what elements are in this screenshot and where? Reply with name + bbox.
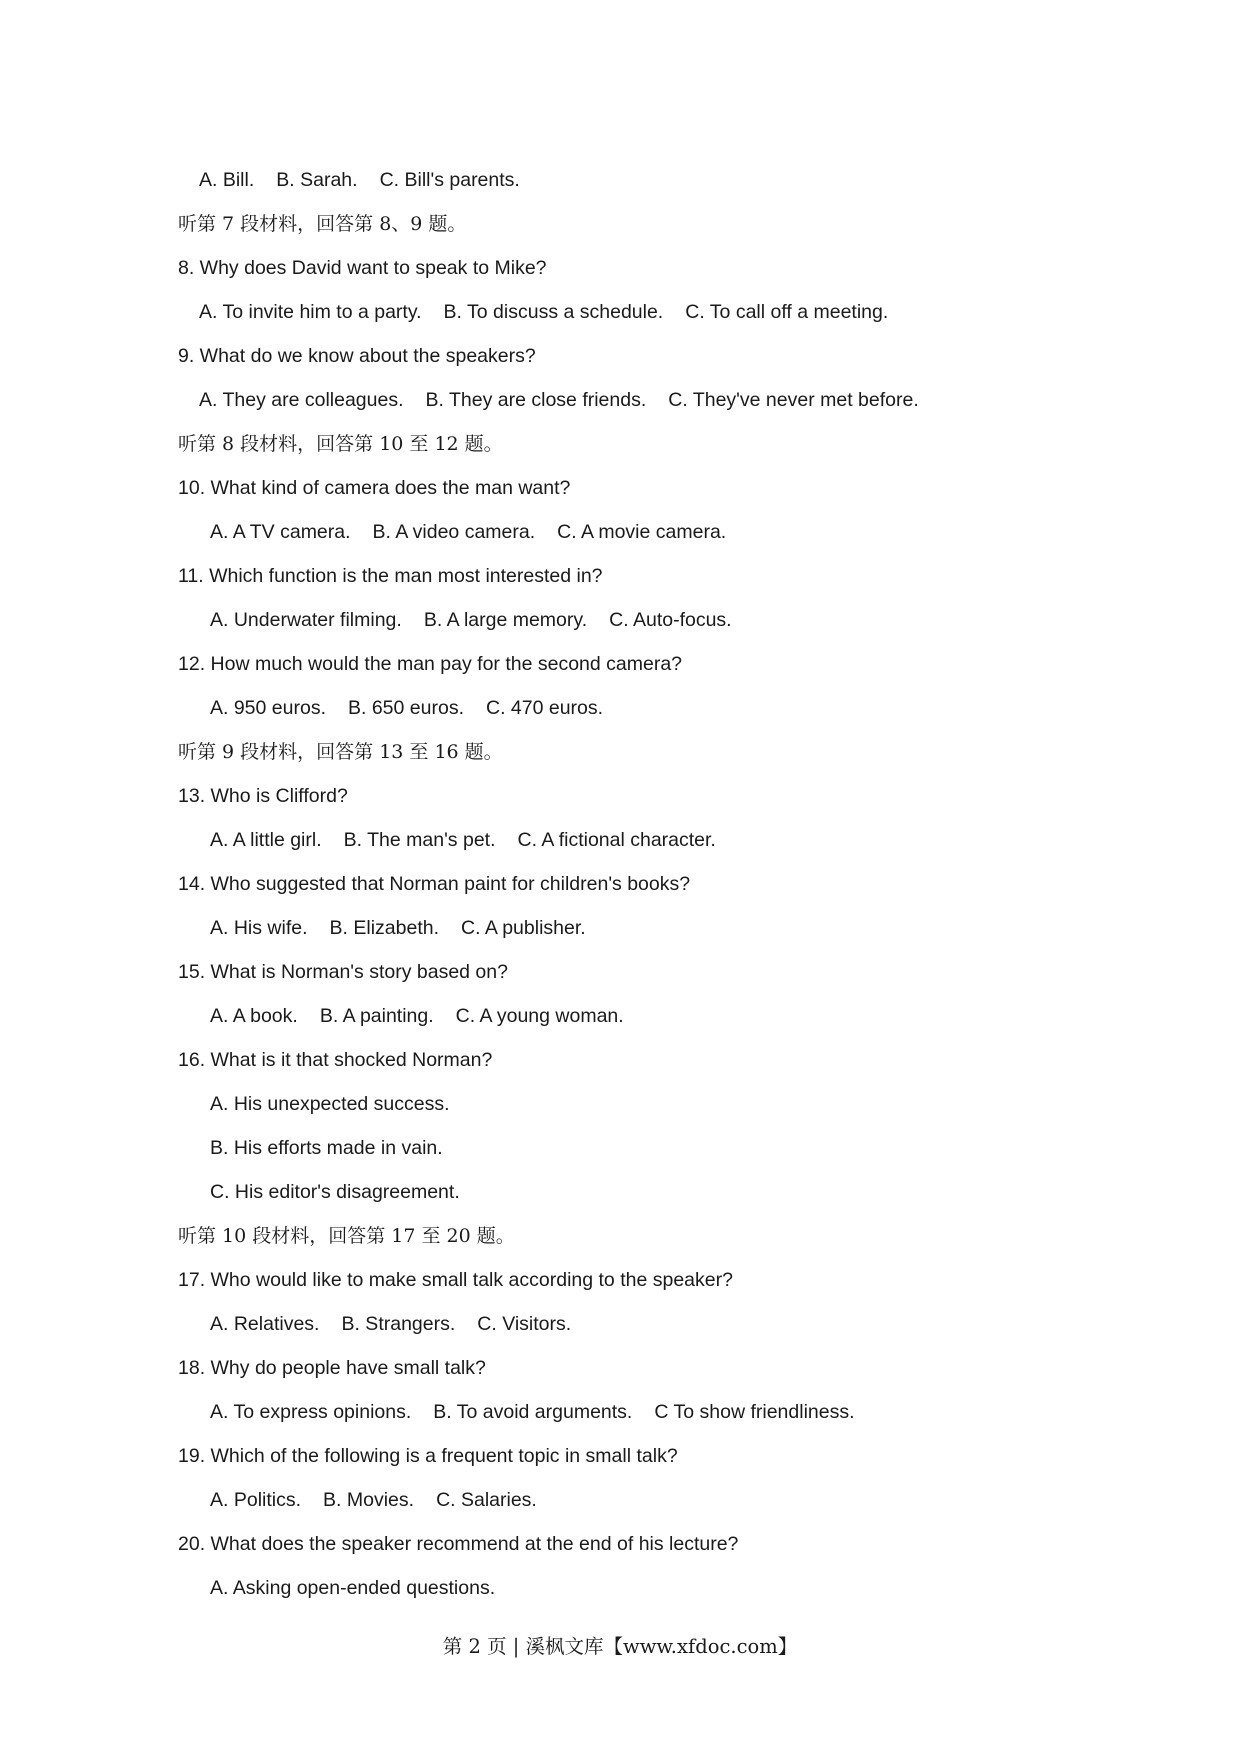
answer-option: A. Politics. xyxy=(210,1489,302,1511)
answer-option: B. A video camera. xyxy=(372,521,536,543)
question: 8. Why does David want to speak to Mike? xyxy=(178,257,547,279)
answer-options xyxy=(178,1082,1078,1126)
answer-options xyxy=(178,994,1078,1038)
answer-option: C. 470 euros. xyxy=(486,697,604,719)
answer-option: C. A movie camera. xyxy=(557,521,727,543)
question: 17. Who would like to make small talk according to the speaker? xyxy=(178,1269,733,1291)
answer-options xyxy=(178,906,1078,950)
question: 10. What kind of camera does the man want? xyxy=(178,477,571,499)
answer-options xyxy=(178,1170,1078,1214)
answer-option: C. A fictional character. xyxy=(517,829,716,851)
answer-option: A. 950 euros. xyxy=(210,697,326,719)
question: 19. Which of the following is a frequent topic in small talk? xyxy=(178,1445,678,1467)
question: 16. What is it that shocked Norman? xyxy=(178,1049,493,1071)
answer-options xyxy=(178,158,1078,202)
answer-option: A. To invite him to a party. xyxy=(199,301,422,323)
answer-option: B. Movies. xyxy=(323,1489,415,1511)
answer-option: A. A book. xyxy=(210,1005,298,1027)
answer-option: B. To avoid arguments. xyxy=(433,1401,633,1423)
answer-option: A. Underwater filming. xyxy=(210,609,402,631)
answer-option: A. They are colleagues. xyxy=(199,389,404,411)
answer-option: C. To call off a meeting. xyxy=(685,301,889,323)
question: 11. Which function is the man most interested in? xyxy=(178,565,603,587)
section-instruction: 听第 10 段材料，回答第 17 至 20 题。 xyxy=(178,1225,515,1247)
answer-options xyxy=(178,1302,1078,1346)
answer-options xyxy=(178,1390,1078,1434)
section-instruction: 听第 8 段材料，回答第 10 至 12 题。 xyxy=(178,433,503,455)
answer-options xyxy=(178,686,1078,730)
question: 15. What is Norman's story based on? xyxy=(178,961,508,983)
answer-options xyxy=(178,378,1078,422)
answer-option: C. Visitors. xyxy=(477,1313,572,1335)
answer-option: C. A publisher. xyxy=(461,917,586,939)
answer-option: A. A TV camera. xyxy=(210,521,351,543)
question: 20. What does the speaker recommend at the end of his lecture? xyxy=(178,1533,739,1555)
answer-option: C To show friendliness. xyxy=(654,1401,855,1423)
answer-option: A. Bill. xyxy=(199,169,255,191)
answer-option: A. A little girl. xyxy=(210,829,322,851)
answer-option: C. His editor's disagreement. xyxy=(210,1181,460,1203)
answer-option: B. The man's pet. xyxy=(343,829,496,851)
answer-option: C. Bill's parents. xyxy=(379,169,520,191)
answer-option: A. His wife. xyxy=(210,917,308,939)
answer-option: B. His efforts made in vain. xyxy=(210,1137,443,1159)
question: 18. Why do people have small talk? xyxy=(178,1357,486,1379)
page-footer: 第 2 页 | 溪枫文库【www.xfdoc.com】 xyxy=(442,1635,798,1658)
section-instruction: 听第 9 段材料，回答第 13 至 16 题。 xyxy=(178,741,503,763)
answer-option: A. Asking open-ended questions. xyxy=(210,1577,496,1599)
question: 9. What do we know about the speakers? xyxy=(178,345,536,367)
answer-option: C. A young woman. xyxy=(455,1005,624,1027)
answer-options xyxy=(178,1566,1078,1610)
answer-option: A. Relatives. xyxy=(210,1313,320,1335)
answer-option: B. Elizabeth. xyxy=(329,917,440,939)
question: 13. Who is Clifford? xyxy=(178,785,348,807)
answer-option: B. Sarah. xyxy=(276,169,358,191)
answer-option: B. A large memory. xyxy=(423,609,588,631)
question: 14. Who suggested that Norman paint for children's books? xyxy=(178,873,691,895)
answer-options xyxy=(178,818,1078,862)
answer-options xyxy=(178,290,1078,334)
answer-option: B. To discuss a schedule. xyxy=(443,301,664,323)
answer-options xyxy=(178,1478,1078,1522)
answer-options xyxy=(178,598,1078,642)
answer-option: A. To express opinions. xyxy=(210,1401,412,1423)
answer-option: B. They are close friends. xyxy=(425,389,647,411)
answer-option: B. Strangers. xyxy=(341,1313,456,1335)
answer-option: A. His unexpected success. xyxy=(210,1093,450,1115)
question: 12. How much would the man pay for the second camera? xyxy=(178,653,683,675)
answer-option: C. Auto-focus. xyxy=(609,609,732,631)
answer-option: C. Salaries. xyxy=(436,1489,537,1511)
answer-option: B. A painting. xyxy=(319,1005,434,1027)
section-instruction: 听第 7 段材料，回答第 8、9 题。 xyxy=(178,213,467,235)
answer-options xyxy=(178,1126,1078,1170)
answer-options xyxy=(178,510,1078,554)
answer-option: C. They've never met before. xyxy=(668,389,919,411)
exam-content xyxy=(178,158,1078,1610)
answer-option: B. 650 euros. xyxy=(348,697,464,719)
